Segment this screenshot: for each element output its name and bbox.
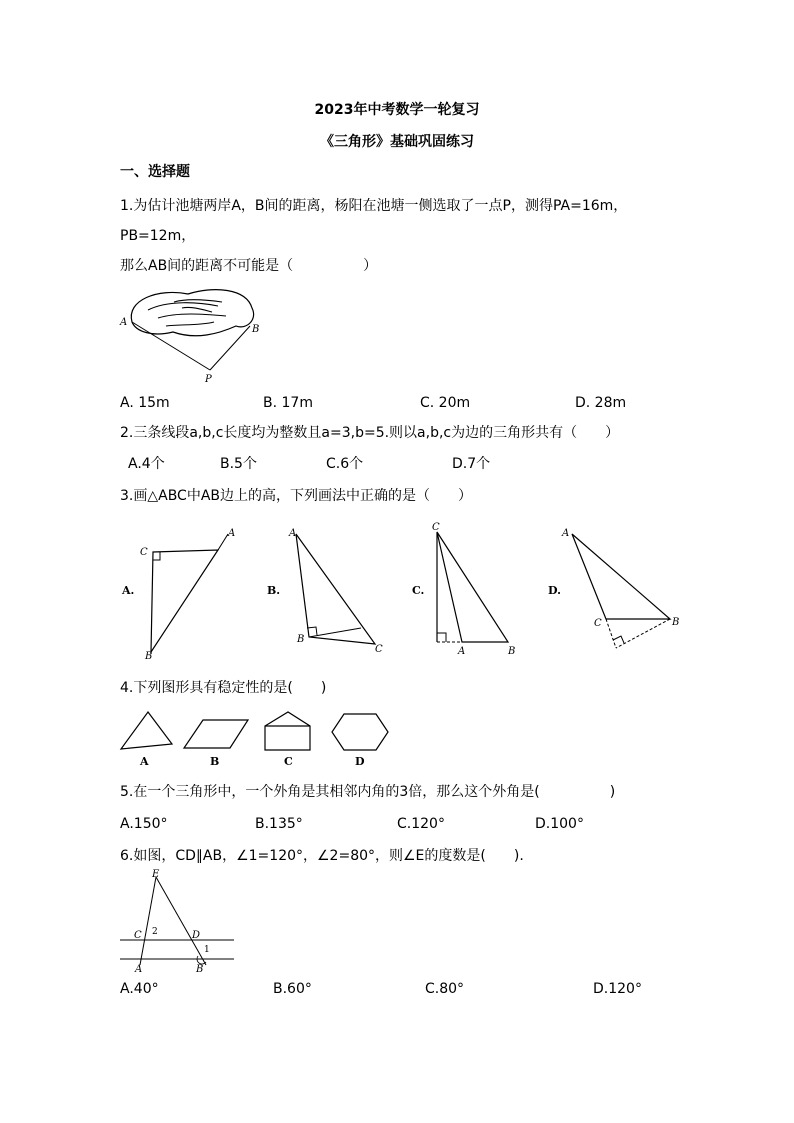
q6-option-c: C.80° [425,981,465,997]
q6-option-d: D.120° [593,981,642,997]
q3c-label-a: A [458,646,466,657]
q4-parallelogram-shape [184,720,248,748]
q4-hexagon-shape [332,714,388,750]
q3d-label-a: A [562,528,570,539]
page-subtitle: 《三角形》基础巩固练习 [320,134,474,150]
q4-stem: 4.下列图形具有稳定性的是( ) [120,680,327,696]
q6-parallel-lines-figure [118,868,243,978]
q2-option-c: C.6个 [326,456,364,472]
q4-label-b: B [210,755,220,768]
q6-label-e: E [152,869,160,880]
q5-option-b: B.135° [255,816,303,832]
q4-label-c: C [284,755,293,768]
q2-option-a: A.4个 [128,456,165,472]
q2-option-b: B.5个 [220,456,257,472]
q4-house-shape [265,712,310,750]
q3c-label-c: C [432,522,440,533]
q2-stem: 2.三条线段a,b,c长度均为整数且a=3,b=5.则以a,b,c为边的三角形共有（ ） [120,425,620,441]
q3b-tag: B. [267,584,281,597]
q6-label-c: C [134,930,142,941]
q3b-label-c: C [375,644,383,655]
q1-label-p: P [205,374,212,385]
q3d-label-b: B [672,617,680,628]
q5-option-a: A.150° [120,816,168,832]
q4-shapes-figure [118,708,408,768]
q5-stem: 5.在一个三角形中，一个外角是其相邻内角的3倍，那么这个外角是( ) [120,784,616,800]
q3c-label-b: B [508,646,516,657]
q3b-label-b: B [297,634,305,645]
q3a-label-c: C [140,547,148,558]
q3a-label-b: B [145,651,153,662]
q1-option-d: D. 28m [575,395,627,411]
section-heading: 一、选择题 [120,164,190,180]
q1-label-a: A [120,317,128,328]
q6-stem: 6.如图，CD∥AB，∠1=120°，∠2=80°，则∠E的度数是( ). [120,848,524,864]
q3-figure-c [410,522,540,662]
q3a-label-a: A [228,528,236,539]
q4-triangle-shape [121,712,172,749]
q1-option-c: C. 20m [420,395,471,411]
q1-option-a: A. 15m [120,395,170,411]
q2-option-d: D.7个 [452,456,491,472]
q3-figure-b [263,522,393,662]
q3-figure-d [548,522,688,662]
q6-label-b: B [196,964,204,975]
q1-pond-figure [118,282,258,392]
q5-option-c: C.120° [397,816,445,832]
page-title: 2023年中考数学一轮复习 [314,102,480,118]
q1-option-b: B. 17m [263,395,313,411]
q3b-label-a: A [289,528,297,539]
q6-label-angle1: 1 [204,945,210,955]
q3d-label-c: C [594,618,602,629]
q6-label-d: D [192,930,201,941]
q4-label-a: A [140,755,149,768]
q4-label-d: D [355,755,365,768]
q3c-tag: C. [412,584,425,597]
q3a-tag: A. [122,584,135,597]
q5-option-d: D.100° [535,816,584,832]
q6-option-a: A.40° [120,981,159,997]
q6-label-angle2: 2 [152,927,158,937]
q1-stem-line2: PB=12m， [120,228,196,244]
q6-option-b: B.60° [273,981,312,997]
q3-figure-a [118,522,238,662]
q3-stem: 3.画△ABC中AB边上的高，下列画法中正确的是（ ） [120,488,473,504]
q1-stem-line1: 1.为估计池塘两岸A，B间的距离，杨阳在池塘一侧选取了一点P，测得PA=16m， [120,198,628,214]
q6-label-a: A [135,964,143,975]
q1-stem-line3: 那么AB间的距离不可能是（ ） [120,258,378,274]
q1-label-b: B [252,324,260,335]
q3d-tag: D. [548,584,561,597]
